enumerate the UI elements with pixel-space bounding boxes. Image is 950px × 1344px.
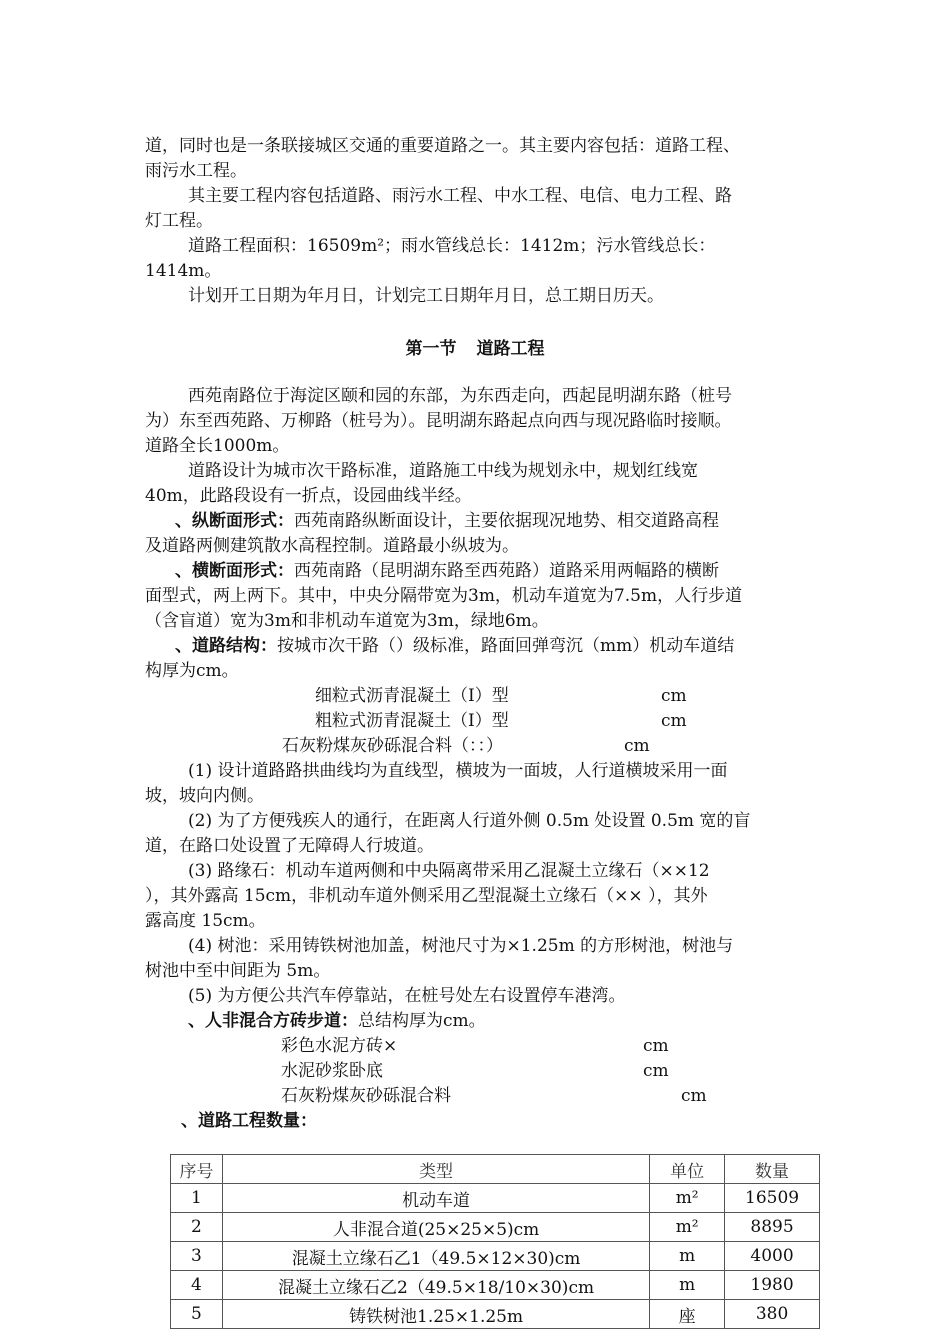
table-cell: m xyxy=(650,1271,725,1300)
layer-unit: cm xyxy=(661,686,687,706)
quantity-table xyxy=(170,1154,820,1329)
table-cell: 人非混合道(25×25×5)cm xyxy=(222,1213,649,1242)
table-cell: 5 xyxy=(171,1300,223,1329)
table-row xyxy=(171,1242,820,1271)
paragraph-line: 为）东至西苑路、万柳路（桩号为）。昆明湖东路起点向西与现况路临时接顺。 xyxy=(145,411,732,431)
column-header: 单位 xyxy=(650,1155,725,1184)
paragraph-text: 西苑南路纵断面设计，主要依据现况地势、相交道路高程 xyxy=(294,511,719,531)
subsection-label: 、纵断面形式： xyxy=(175,511,294,531)
note-line: ），其外露高 15cm，非机动车道外侧采用乙型混凝土立缘石（×× ），其外 xyxy=(145,886,708,906)
table-row xyxy=(171,1213,820,1242)
note-line: (1) 设计道路路拱曲线均为直线型，横坡为一面坡，人行道横坡采用一面 xyxy=(188,761,728,781)
note-line: 道，在路口处设置了无障碍人行坡道。 xyxy=(145,836,434,856)
table-cell: 4 xyxy=(171,1271,223,1300)
table-row xyxy=(171,1184,820,1213)
paragraph-line xyxy=(188,1009,486,1034)
intro-line: 1414m。 xyxy=(145,261,222,281)
table-cell: 1980 xyxy=(725,1271,820,1300)
note-line: (2) 为了方便残疾人的通行，在距离人行道外侧 0.5m 处设置 0.5m 宽的盲 xyxy=(188,811,751,831)
table-cell: 座 xyxy=(650,1300,725,1329)
note-line: 树池中至中间距为 5m。 xyxy=(145,961,331,981)
table-cell: m xyxy=(650,1242,725,1271)
paragraph-line: 及道路两侧建筑散水高程控制。道路最小纵坡为。 xyxy=(145,536,519,556)
walk-layer-name: 水泥砂浆卧底 xyxy=(281,1061,383,1081)
subsection-label: 、人非混合方砖步道： xyxy=(188,1011,358,1031)
layer-unit: cm xyxy=(624,736,650,756)
table-cell: 铸铁树池1.25×1.25m xyxy=(222,1300,649,1329)
table-cell: 4000 xyxy=(725,1242,820,1271)
subsection-label: 、横断面形式： xyxy=(175,561,294,581)
section-title: 道路工程 xyxy=(476,339,545,359)
paragraph-line: 道路设计为城市次干路标准，道路施工中线为规划永中，规划红线宽 xyxy=(188,461,698,481)
intro-line: 其主要工程内容包括道路、雨污水工程、中水工程、电信、电力工程、路 xyxy=(188,186,732,206)
paragraph-line xyxy=(175,509,719,534)
column-header: 序号 xyxy=(171,1155,223,1184)
table-cell: 混凝土立缘石乙2（49.5×18/10×30)cm xyxy=(222,1271,649,1300)
paragraph-text: 总结构厚为cm。 xyxy=(358,1011,486,1031)
intro-line: 计划开工日期为年月日，计划完工日期年月日，总工期日历天。 xyxy=(188,286,664,306)
table-cell: 1 xyxy=(171,1184,223,1213)
column-header: 类型 xyxy=(222,1155,649,1184)
note-line: 露高度 15cm。 xyxy=(145,911,266,931)
note-line: (5) 为方便公共汽车停靠站，在桩号处左右设置停车港湾。 xyxy=(188,986,626,1006)
paragraph-line: 面型式，两上两下。其中，中央分隔带宽为3m，机动车道宽为7.5m，人行步道 xyxy=(145,586,743,606)
table-row xyxy=(171,1271,820,1300)
paragraph-line: 40m，此路段设有一折点，设园曲线半经。 xyxy=(145,486,472,506)
layer-name: 石灰粉煤灰砂砾混合料（：：） xyxy=(282,736,503,756)
intro-line: 雨污水工程。 xyxy=(145,161,247,181)
table-cell: 8895 xyxy=(725,1213,820,1242)
table-cell: 16509 xyxy=(725,1184,820,1213)
table-cell: m² xyxy=(650,1213,725,1242)
layer-name: 粗粒式沥青混凝土（Ⅰ）型 xyxy=(315,711,509,731)
paragraph-line: （含盲道）宽为3m和非机动车道宽为3m，绿地6m。 xyxy=(145,611,549,631)
section-number: 第一节 xyxy=(405,339,457,359)
walk-layer-unit: cm xyxy=(681,1086,707,1106)
layer-name: 细粒式沥青混凝土（Ⅰ）型 xyxy=(315,686,509,706)
column-header: 数量 xyxy=(725,1155,820,1184)
table-cell: 机动车道 xyxy=(222,1184,649,1213)
table-cell: 380 xyxy=(725,1300,820,1329)
note-line: 坡，坡向内侧。 xyxy=(145,786,264,806)
intro-line: 道路工程面积：16509m²；雨水管线总长：1412m；污水管线总长： xyxy=(188,236,716,256)
note-line: (3) 路缘石：机动车道两侧和中央隔离带采用乙混凝土立缘石（××12 xyxy=(188,861,710,881)
paragraph-line xyxy=(175,559,719,584)
table-cell: 3 xyxy=(171,1242,223,1271)
section-heading xyxy=(0,334,950,359)
table-header-row xyxy=(171,1155,820,1184)
walk-layer-name: 彩色水泥方砖× xyxy=(281,1036,398,1056)
subsection-label: 、道路结构： xyxy=(175,636,277,656)
walk-layer-name: 石灰粉煤灰砂砾混合料 xyxy=(281,1086,451,1106)
subsection-label: 、道路工程数量： xyxy=(181,1111,317,1131)
intro-line: 道，同时也是一条联接城区交通的重要道路之一。其主要内容包括：道路工程、 xyxy=(145,136,740,156)
walk-layer-unit: cm xyxy=(643,1061,669,1081)
table-cell: 2 xyxy=(171,1213,223,1242)
paragraph-line: 构厚为cm。 xyxy=(145,661,239,681)
paragraph-line: 西苑南路位于海淀区颐和园的东部，为东西走向，西起昆明湖东路（桩号 xyxy=(188,386,732,406)
paragraph-line: 道路全长1000m。 xyxy=(145,436,290,456)
intro-line: 灯工程。 xyxy=(145,211,213,231)
paragraph-text: 按城市次干路（）级标准，路面回弹弯沉（mm）机动车道结 xyxy=(277,636,735,656)
paragraph-text: 西苑南路（昆明湖东路至西苑路）道路采用两幅路的横断 xyxy=(294,561,719,581)
table-cell: m² xyxy=(650,1184,725,1213)
paragraph-line xyxy=(175,634,734,659)
note-line: (4) 树池：采用铸铁树池加盖，树池尺寸为×1.25m 的方形树池，树池与 xyxy=(188,936,734,956)
table-cell: 混凝土立缘石乙1（49.5×12×30)cm xyxy=(222,1242,649,1271)
layer-unit: cm xyxy=(661,711,687,731)
table-row xyxy=(171,1300,820,1329)
walk-layer-unit: cm xyxy=(643,1036,669,1056)
